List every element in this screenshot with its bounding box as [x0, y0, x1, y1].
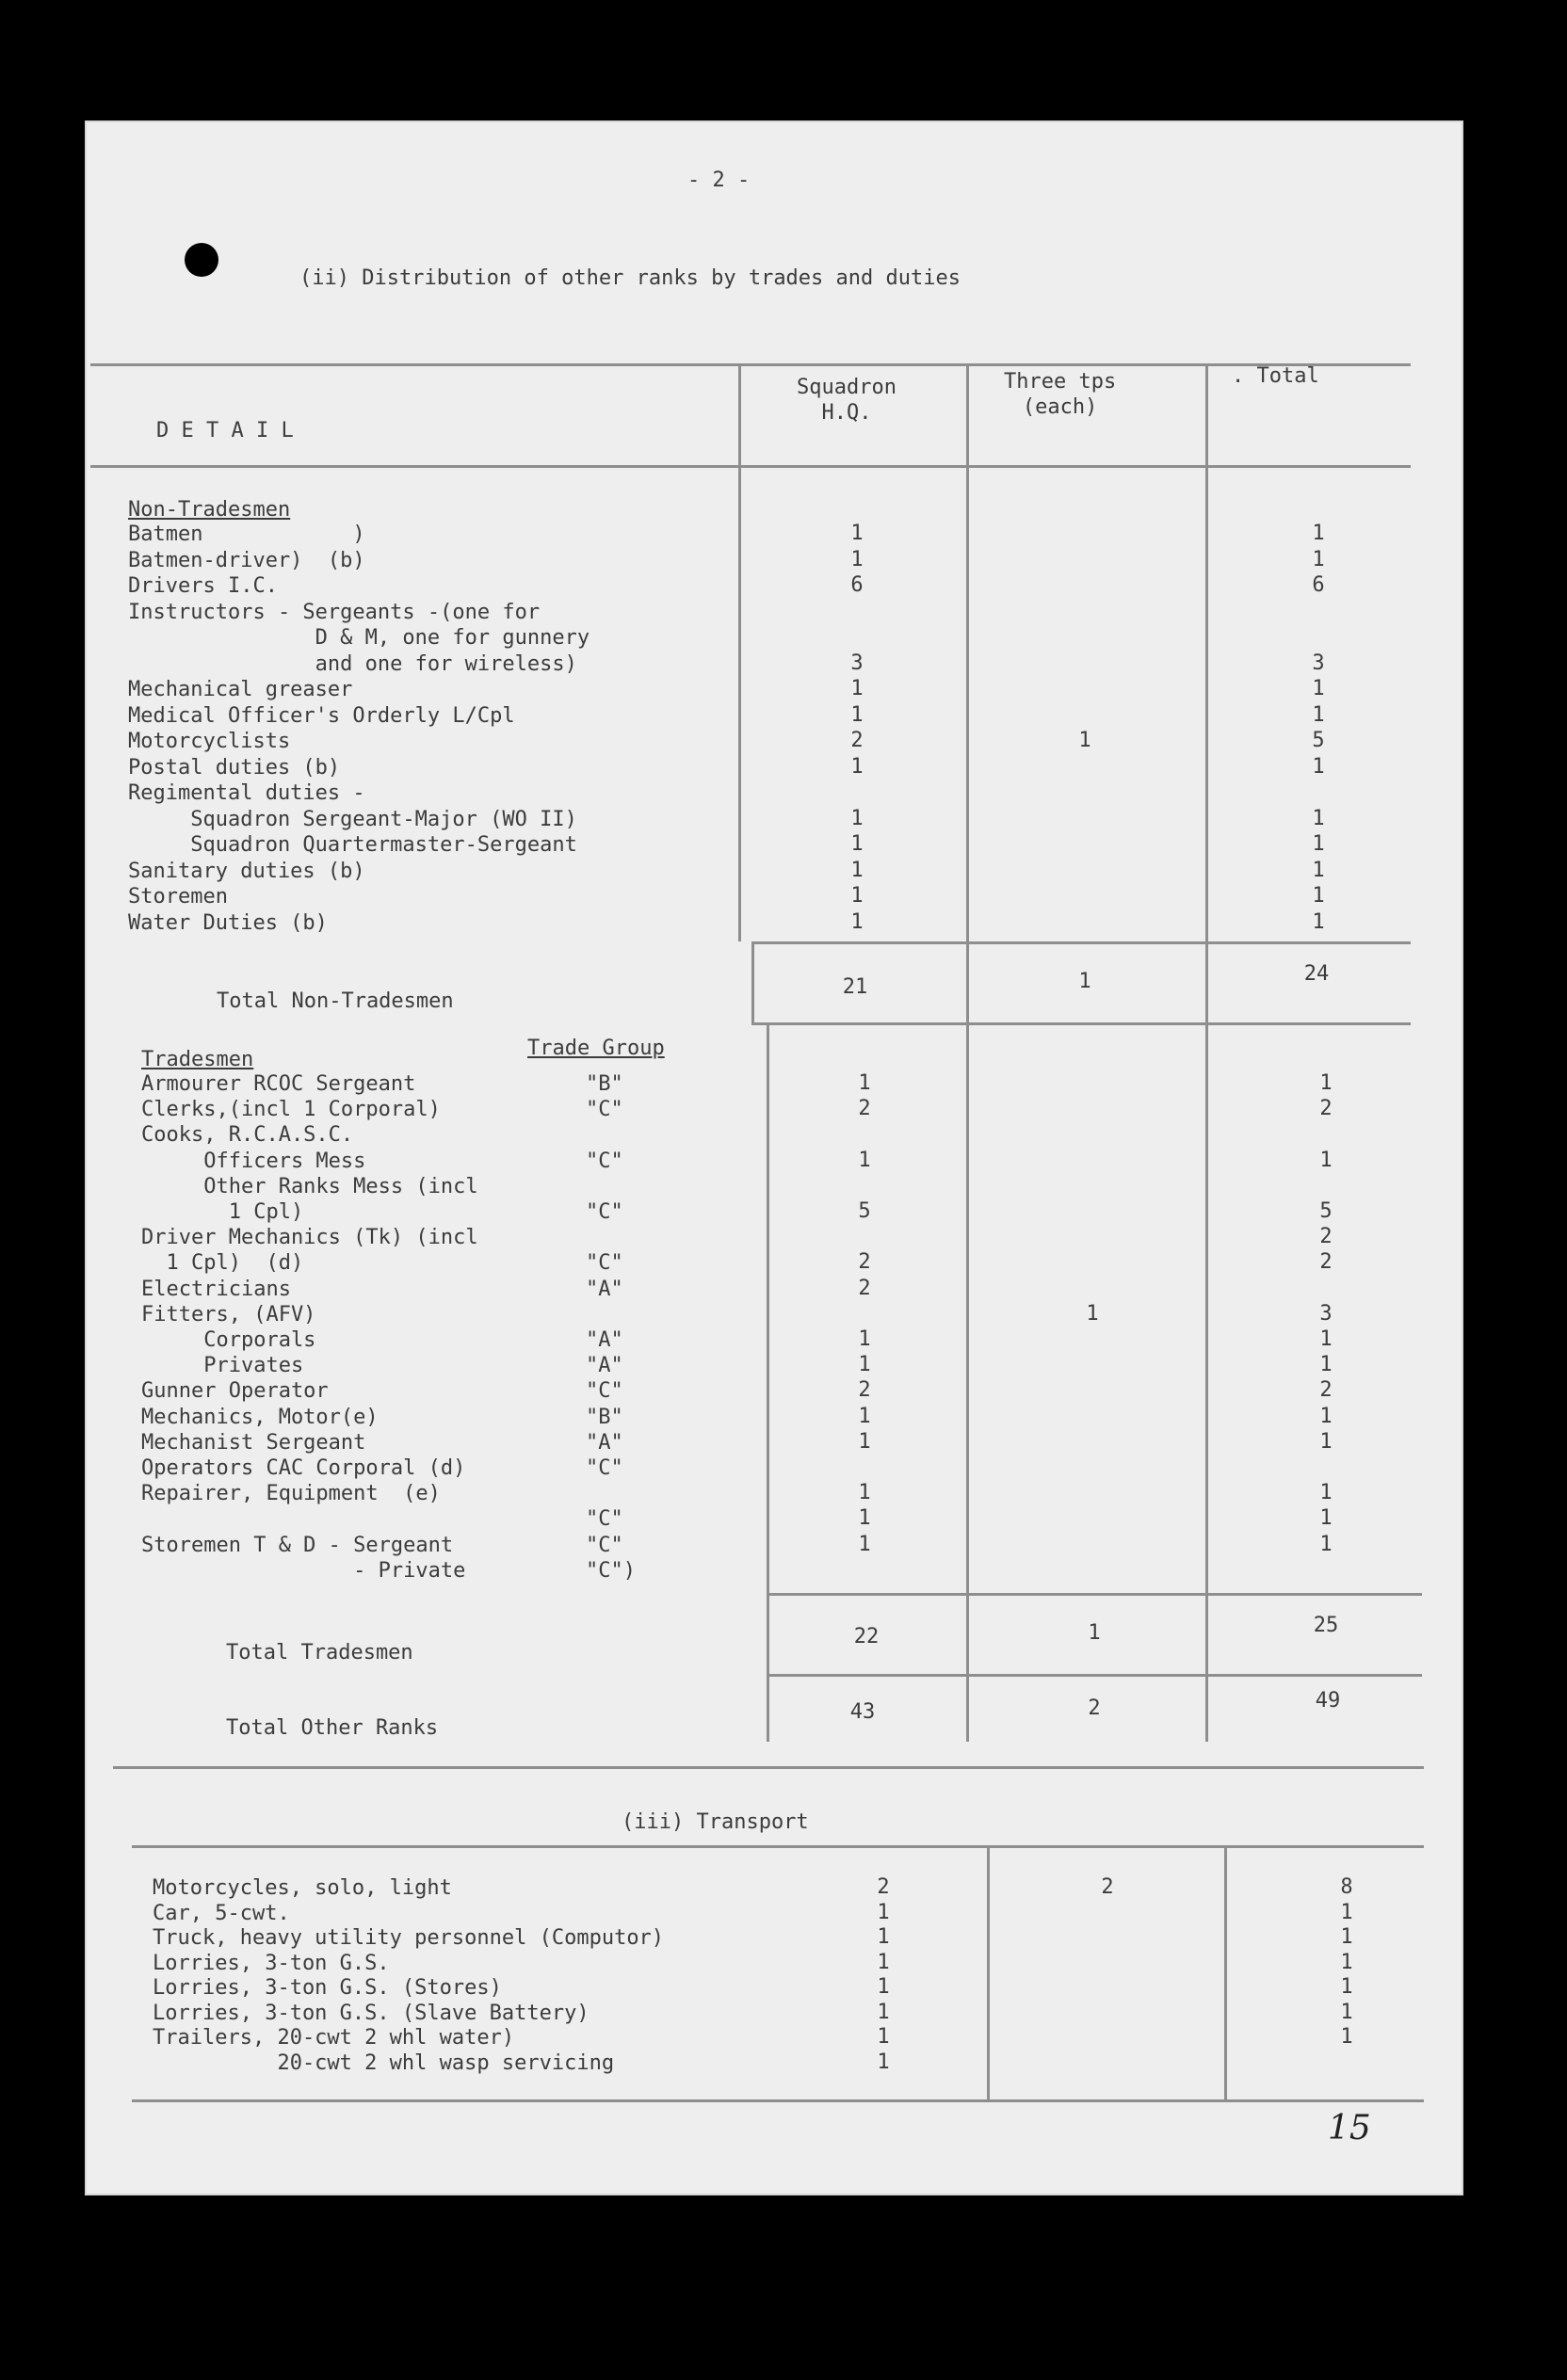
transport-row-total: 1 [1340, 2000, 1353, 2024]
transport-row-sqn: 1 [877, 1900, 890, 1924]
non_tradesmen-row-sqn: 1 [850, 858, 864, 882]
non_tradesmen-row-label: D & M, one for gunnery [128, 626, 590, 650]
total-other-ranks-sqn: 43 [849, 1700, 876, 1724]
non_tradesmen-row-sqn: 1 [850, 522, 864, 545]
tradesmen-row-label: Fitters, (AFV) [141, 1302, 316, 1327]
non_tradesmen-row-total: 1 [1312, 858, 1325, 882]
transport-row-total: 1 [1340, 1950, 1353, 1974]
tradesmen-row-label: - Private [141, 1558, 466, 1583]
tradesmen-row-total: 1 [1319, 1532, 1333, 1556]
tradesmen-row-total: 2 [1319, 1250, 1333, 1275]
tradesmen-row-trade-group: "C" [586, 1098, 623, 1122]
tradesmen-row-label: Repairer, Equipment (e) [141, 1482, 441, 1506]
transport-row-label: Lorries, 3-ton G.S. (Stores) [153, 1976, 502, 2000]
tradesmen-row-trade-group: "B" [586, 1072, 623, 1096]
tradesmen-row-total: 2 [1319, 1225, 1333, 1249]
non_tradesmen-row-sqn: 3 [850, 651, 864, 675]
tradesmen-row-sqn: 1 [858, 1506, 871, 1531]
rule-nt-total-bottom [751, 1022, 1411, 1025]
tradesmen-row-sqn: 1 [858, 1532, 871, 1556]
transport-row-sqn: 1 [877, 1925, 890, 1949]
tradesmen-row-trade-group: "C" [586, 1251, 623, 1276]
non_tradesmen-row-label: Sanitary duties (b) [128, 859, 365, 883]
tradesmen-row-sqn: 5 [858, 1199, 871, 1223]
tradesmen-row-sqn: 2 [858, 1276, 871, 1300]
tradesmen-row-label: Driver Mechanics (Tk) (incl [141, 1226, 478, 1250]
header-total: . Total [1232, 364, 1319, 388]
rule-tr-total-bottom [767, 1674, 1422, 1677]
trade-group-heading: Trade Group [527, 1037, 665, 1060]
rule-header-bottom [90, 465, 1411, 468]
non_tradesmen-row-label: Postal duties (b) [128, 755, 341, 780]
non_tradesmen-row-label: Drivers I.C. [128, 574, 278, 598]
tradesmen-row-total: 2 [1319, 1378, 1333, 1403]
non_tradesmen-row-label: Water Duties (b) [128, 910, 328, 935]
rule-bottom [132, 2099, 1424, 2102]
transport-row-sqn: 1 [877, 1975, 890, 1999]
non_tradesmen-row-tps: 1 [1078, 729, 1091, 752]
non_tradesmen-row-total: 1 [1312, 547, 1325, 571]
tradesmen-row-label: Mechanics, Motor(e) [141, 1405, 379, 1429]
tradesmen-row-trade-group: "C" [586, 1533, 623, 1557]
tradesmen-row-trade-group: "C" [586, 1507, 623, 1532]
tradesmen-row-total: 1 [1319, 1327, 1333, 1351]
non_tradesmen-row-sqn: 1 [850, 754, 864, 779]
transport-row-label: Motorcycles, solo, light [153, 1876, 452, 1900]
rule-nt-total-top [751, 941, 1411, 944]
non_tradesmen-row-sqn: 1 [850, 909, 864, 934]
tradesmen-row-total: 1 [1319, 1071, 1333, 1095]
non_tradesmen-row-label: Squadron Sergeant-Major (WO II) [128, 807, 577, 831]
non_tradesmen-row-sqn: 6 [850, 573, 864, 597]
tradesmen-row-label: Officers Mess [141, 1149, 366, 1173]
tradesmen-row-label: Mechanist Sergeant [141, 1430, 366, 1455]
non_tradesmen-row-label: Storemen [128, 885, 228, 909]
tradesmen-row-trade-group: "C" [586, 1149, 623, 1173]
tradesmen-row-label: 1 Cpl) [141, 1200, 304, 1224]
non_tradesmen-row-label: Regimental duties - [128, 781, 365, 805]
tradesmen-row-tps: 1 [1086, 1301, 1099, 1326]
transport-row-sqn: 1 [877, 2050, 890, 2074]
col-rule-1 [738, 363, 741, 941]
tradesmen-row-label: Cooks, R.C.A.S.C. [141, 1123, 354, 1148]
transport-row-total: 1 [1340, 1900, 1353, 1924]
rule-transport-top [113, 1766, 1424, 1769]
transport-row-label: Trailers, 20-cwt 2 whl water) [153, 2026, 515, 2050]
total-non-tradesmen-label: Total Non-Tradesmen [217, 989, 454, 1013]
non_tradesmen-row-label: Batmen-driver) (b) [128, 548, 365, 572]
total-tradesmen-label: Total Tradesmen [226, 1641, 413, 1664]
non_tradesmen-row-label: Motorcyclists [128, 730, 291, 753]
tradesmen-row-total: 2 [1319, 1097, 1333, 1121]
tradesmen-row-sqn: 1 [858, 1353, 871, 1377]
tradesmen-row-label: Gunner Operator [141, 1379, 329, 1404]
non_tradesmen-row-total: 3 [1312, 651, 1325, 675]
total-other-ranks-tps: 2 [1088, 1697, 1101, 1720]
tradesmen-row-sqn: 2 [858, 1378, 871, 1403]
tradesmen-row-label: Operators CAC Corporal (d) [141, 1456, 466, 1480]
tradesmen-row-trade-group: "C" [586, 1456, 623, 1480]
non_tradesmen-row-sqn: 1 [850, 806, 864, 830]
transport-row-tps: 2 [1101, 1875, 1114, 1899]
col-rule-1c [767, 1022, 769, 1742]
tradesmen-row-total: 1 [1319, 1429, 1333, 1454]
tradesmen-row-trade-group: "C") [586, 1558, 636, 1583]
non_tradesmen-row-total: 6 [1312, 573, 1325, 597]
tradesmen-row-label: Electricians [141, 1277, 291, 1301]
transport-row-sqn: 1 [877, 1950, 890, 1974]
transport-row-label: Truck, heavy utility personnel (Computor) [153, 1926, 665, 1950]
transport-row-total: 1 [1340, 1925, 1353, 1949]
total-tradesmen-tps: 1 [1088, 1621, 1101, 1645]
non_tradesmen-row-total: 5 [1312, 729, 1325, 752]
col-rule-3 [1205, 363, 1208, 1742]
total-tradesmen-sqn: 22 [853, 1625, 880, 1648]
non_tradesmen-row-sqn: 1 [850, 884, 864, 908]
tradesmen-row-total: 1 [1319, 1148, 1333, 1172]
tradesmen-row-sqn: 2 [858, 1250, 871, 1275]
transport-row-label: Lorries, 3-ton G.S. (Slave Battery) [153, 2001, 590, 2025]
total-non-tradesmen-total: 24 [1303, 962, 1330, 986]
tradesmen-row-sqn: 1 [858, 1429, 871, 1454]
non_tradesmen-row-sqn: 2 [850, 729, 864, 752]
transport-row-sqn: 1 [877, 2025, 890, 2049]
punch-hole [185, 243, 218, 277]
non_tradesmen-row-total: 1 [1312, 677, 1325, 700]
tradesmen-row-trade-group: "C" [586, 1200, 623, 1224]
page-number: - 2 - [687, 169, 751, 192]
non_tradesmen-row-total: 1 [1312, 702, 1325, 727]
transport-row-sqn: 1 [877, 2000, 890, 2024]
tradesmen-row-sqn: 1 [858, 1481, 871, 1505]
rule-top [90, 363, 1411, 366]
tradesmen-row-label: Clerks,(incl 1 Corporal) [141, 1098, 441, 1122]
tradesmen-row-trade-group: "A" [586, 1354, 623, 1378]
tradesmen-row-trade-group: "A" [586, 1328, 623, 1352]
transport-row-total: 1 [1340, 1975, 1353, 1999]
non_tradesmen-row-label: Squadron Quartermaster-Sergeant [128, 833, 577, 857]
total-tradesmen-total: 25 [1313, 1614, 1339, 1637]
transport-col-rule-1 [987, 1847, 990, 2099]
rule-tr-total-top [767, 1593, 1422, 1596]
transport-row-label: Car, 5-cwt. [153, 1901, 290, 1925]
tradesmen-row-label: Storemen T & D - Sergeant [141, 1533, 454, 1557]
non_tradesmen-row-label: Medical Officer's Orderly L/Cpl [128, 703, 515, 728]
non_tradesmen-row-total: 1 [1312, 909, 1325, 934]
tradesmen-row-label: Privates [141, 1354, 304, 1378]
header-detail: D E T A I L [156, 419, 294, 442]
header-squadron-hq: Squadron H.Q. [797, 376, 897, 425]
tradesmen-row-label: Armourer RCOC Sergeant [141, 1072, 416, 1096]
non_tradesmen-row-sqn: 1 [850, 677, 864, 700]
non_tradesmen-row-total: 1 [1312, 884, 1325, 908]
header-three-tps: Three tps (each) [1004, 370, 1117, 419]
non_tradesmen-row-sqn: 1 [850, 702, 864, 727]
non_tradesmen-row-label: Instructors - Sergeants -(one for [128, 600, 541, 624]
non_tradesmen-row-sqn: 1 [850, 832, 864, 856]
total-other-ranks-total: 49 [1315, 1689, 1341, 1713]
folio-number: 15 [1328, 2109, 1371, 2147]
tradesmen-row-label: 1 Cpl) (d) [141, 1251, 304, 1276]
tradesmen-row-total: 1 [1319, 1481, 1333, 1505]
tradesmen-row-sqn: 1 [858, 1327, 871, 1351]
non_tradesmen-row-label: and one for wireless) [128, 651, 577, 676]
tradesmen-row-sqn: 2 [858, 1097, 871, 1121]
transport-row-total: 8 [1340, 1875, 1353, 1899]
total-non-tradesmen-tps: 1 [1078, 970, 1091, 993]
total-other-ranks-label: Total Other Ranks [226, 1716, 439, 1740]
section-iii-title: (iii) Transport [622, 1810, 809, 1834]
transport-row-label: 20-cwt 2 whl wasp servicing [153, 2050, 615, 2075]
non-tradesmen-heading: Non-Tradesmen [128, 498, 291, 522]
tradesmen-row-sqn: 1 [858, 1148, 871, 1172]
non_tradesmen-row-total: 1 [1312, 754, 1325, 779]
tradesmen-row-sqn: 1 [858, 1404, 871, 1428]
tradesmen-row-total: 3 [1319, 1301, 1333, 1326]
tradesmen-row-trade-group: "A" [586, 1430, 623, 1455]
tradesmen-row-total: 1 [1319, 1353, 1333, 1377]
transport-row-sqn: 2 [877, 1875, 890, 1899]
non_tradesmen-row-label: Mechanical greaser [128, 678, 353, 701]
tradesmen-row-trade-group: "B" [586, 1405, 623, 1429]
non_tradesmen-row-total: 1 [1312, 806, 1325, 830]
non_tradesmen-row-total: 1 [1312, 522, 1325, 545]
tradesmen-row-label: Corporals [141, 1328, 316, 1352]
transport-row-label: Lorries, 3-ton G.S. [153, 1951, 390, 1975]
section-ii-title: (ii) Distribution of other ranks by trades and duties [299, 266, 961, 290]
tradesmen-heading: Tradesmen [141, 1048, 254, 1071]
non_tradesmen-row-sqn: 1 [850, 547, 864, 571]
col-rule-2 [966, 363, 969, 1742]
tradesmen-row-total: 1 [1319, 1404, 1333, 1428]
tradesmen-row-total: 1 [1319, 1506, 1333, 1531]
tradesmen-row-label: Other Ranks Mess (incl [141, 1174, 478, 1198]
tradesmen-row-trade-group: "A" [586, 1277, 623, 1301]
col-rule-1b [751, 941, 754, 1022]
non_tradesmen-row-label: Batmen ) [128, 523, 365, 546]
tradesmen-row-trade-group: "C" [586, 1379, 623, 1404]
non_tradesmen-row-total: 1 [1312, 832, 1325, 856]
tradesmen-row-total: 5 [1319, 1199, 1333, 1223]
tradesmen-row-sqn: 1 [858, 1071, 871, 1095]
rule-transport-header-bottom [132, 1845, 1424, 1848]
total-non-tradesmen-sqn: 21 [842, 975, 868, 999]
transport-row-total: 1 [1340, 2025, 1353, 2049]
transport-col-rule-2 [1224, 1847, 1227, 2099]
